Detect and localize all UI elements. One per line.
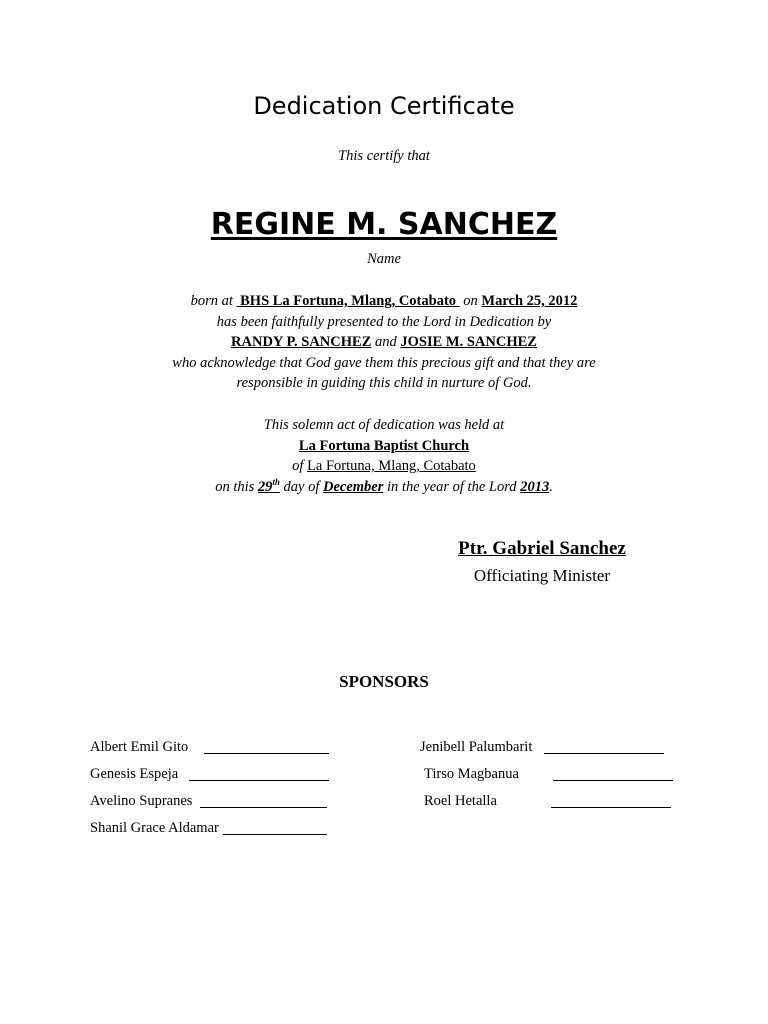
sponsor-right-2 bbox=[424, 763, 673, 783]
parent-father: RANDY P. SANCHEZ bbox=[231, 334, 372, 350]
birth-place: BHS La Fortuna, Mlang, Cotabato bbox=[240, 293, 457, 309]
dedication-details bbox=[0, 291, 768, 394]
sponsor-name: Avelino Supranes bbox=[90, 793, 193, 809]
sponsor-name: Jenibell Palumbarit bbox=[420, 739, 533, 755]
presented-line: has been faithfully presented to the Lord in Dedication by bbox=[216, 313, 552, 330]
sponsor-left-1 bbox=[90, 736, 329, 756]
date-line bbox=[0, 477, 768, 498]
birth-line bbox=[0, 291, 768, 312]
signature-line bbox=[189, 779, 329, 781]
signature-line bbox=[204, 752, 329, 754]
of-word: of bbox=[292, 458, 304, 474]
on-this: on this bbox=[215, 478, 255, 495]
recipient-name-block bbox=[0, 207, 768, 242]
parents-line bbox=[0, 332, 768, 353]
born-prefix: born at bbox=[190, 293, 233, 309]
month-field: December bbox=[323, 478, 384, 495]
minister-title: Officiating Minister bbox=[473, 566, 611, 585]
sponsor-left-2 bbox=[90, 763, 329, 783]
name-label: Name bbox=[367, 251, 401, 267]
sponsor-name: Tirso Magbanua bbox=[424, 766, 519, 782]
sponsor-left-4 bbox=[90, 817, 327, 837]
certify-line: This certify that bbox=[338, 148, 430, 164]
day-suffix: th bbox=[272, 476, 280, 487]
sponsor-name: Genesis Espeja bbox=[90, 766, 179, 782]
sponsor-right-3 bbox=[424, 790, 671, 810]
signature-line bbox=[223, 833, 327, 835]
parent-mother: JOSIE M. SANCHEZ bbox=[400, 334, 537, 350]
signature-line bbox=[551, 806, 671, 808]
day-number: 29 bbox=[257, 478, 273, 495]
and-word: and bbox=[375, 334, 397, 350]
birth-date: March 25, 2012 bbox=[481, 293, 578, 309]
recipient-name: REGINE M. SANCHEZ bbox=[210, 207, 558, 242]
signature-line bbox=[544, 752, 664, 754]
church-line bbox=[0, 436, 768, 457]
acknowledge-line-1: who acknowledge that God gave them this precious gift and that they are bbox=[172, 354, 596, 371]
sponsor-name: Roel Hetalla bbox=[424, 793, 497, 809]
minister-name: Ptr. Gabriel Sanchez bbox=[458, 538, 626, 559]
acknowledge-line-2: responsible in guiding this child in nurture of God. bbox=[236, 375, 532, 391]
year-field: 2013 bbox=[520, 478, 550, 495]
on-word: on bbox=[463, 293, 478, 309]
certificate-title: Dedication Certificate bbox=[253, 92, 515, 120]
sponsors-heading: SPONSORS bbox=[339, 672, 429, 691]
day-of: day of bbox=[283, 478, 320, 495]
period: . bbox=[549, 478, 553, 495]
sponsor-right-1 bbox=[420, 736, 664, 756]
signature-line bbox=[553, 779, 673, 781]
sponsor-name: Albert Emil Gito bbox=[90, 739, 189, 755]
day-field bbox=[257, 476, 280, 495]
location-line bbox=[0, 456, 768, 477]
church-name: La Fortuna Baptist Church bbox=[298, 437, 470, 454]
signature-line bbox=[200, 806, 327, 808]
church-location: La Fortuna, Mlang, Cotabato bbox=[307, 458, 476, 474]
sponsor-left-3 bbox=[90, 790, 327, 810]
year-prefix: in the year of the Lord bbox=[387, 478, 517, 495]
dedication-event bbox=[0, 415, 768, 497]
held-line: This solemn act of dedication was held at bbox=[263, 417, 505, 433]
sponsor-name: Shanil Grace Aldamar bbox=[90, 820, 219, 836]
